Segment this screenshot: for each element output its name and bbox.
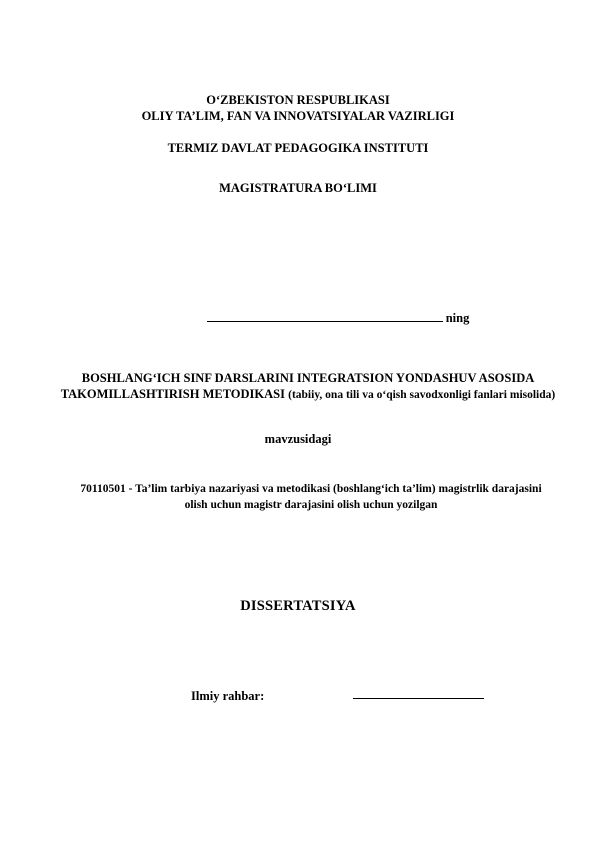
topic-title: BOSHLANG‘ICH SINF DARSLARINI INTEGRATSION YONDASHUV ASOSIDA TAKOMILLASHTIRISH METODIKASI <box>60 371 535 401</box>
ministry-heading: OLIY TA’LIM, FAN VA INNOVATSIYALAR VAZIRLIGI <box>141 109 455 123</box>
institute-heading: TERMIZ DAVLAT PEDAGOGIKA INSTITUTI <box>167 141 429 155</box>
author-suffix: ning <box>445 311 470 325</box>
specialty-text: 70110501 - Ta’lim tarbiya nazariyasi va metodikasi (boshlang‘ich ta’lim) magistrlik darajasini olish uchun magistr darajasini olish uchun yozilgan <box>80 483 542 511</box>
dissertation-topic <box>60 370 556 403</box>
department-heading: MAGISTRATURA BO‘LIMI <box>219 181 377 195</box>
republic-heading: O‘ZBEKISTON RESPUBLIKASI <box>206 93 390 107</box>
author-line <box>40 310 596 326</box>
supervisor-name-blank[interactable] <box>353 686 484 699</box>
author-name-blank[interactable] <box>207 321 443 322</box>
topic-label: mavzusidagi <box>264 432 332 446</box>
supervisor-label: Ilmiy rahbar: <box>191 689 265 703</box>
document-type-title: DISSERTATSIYA <box>240 598 356 614</box>
supervisor-line <box>353 686 484 703</box>
topic-note: (tabiiy, ona tili va o‘qish savodxonligi fanlari misolida) <box>288 389 556 401</box>
